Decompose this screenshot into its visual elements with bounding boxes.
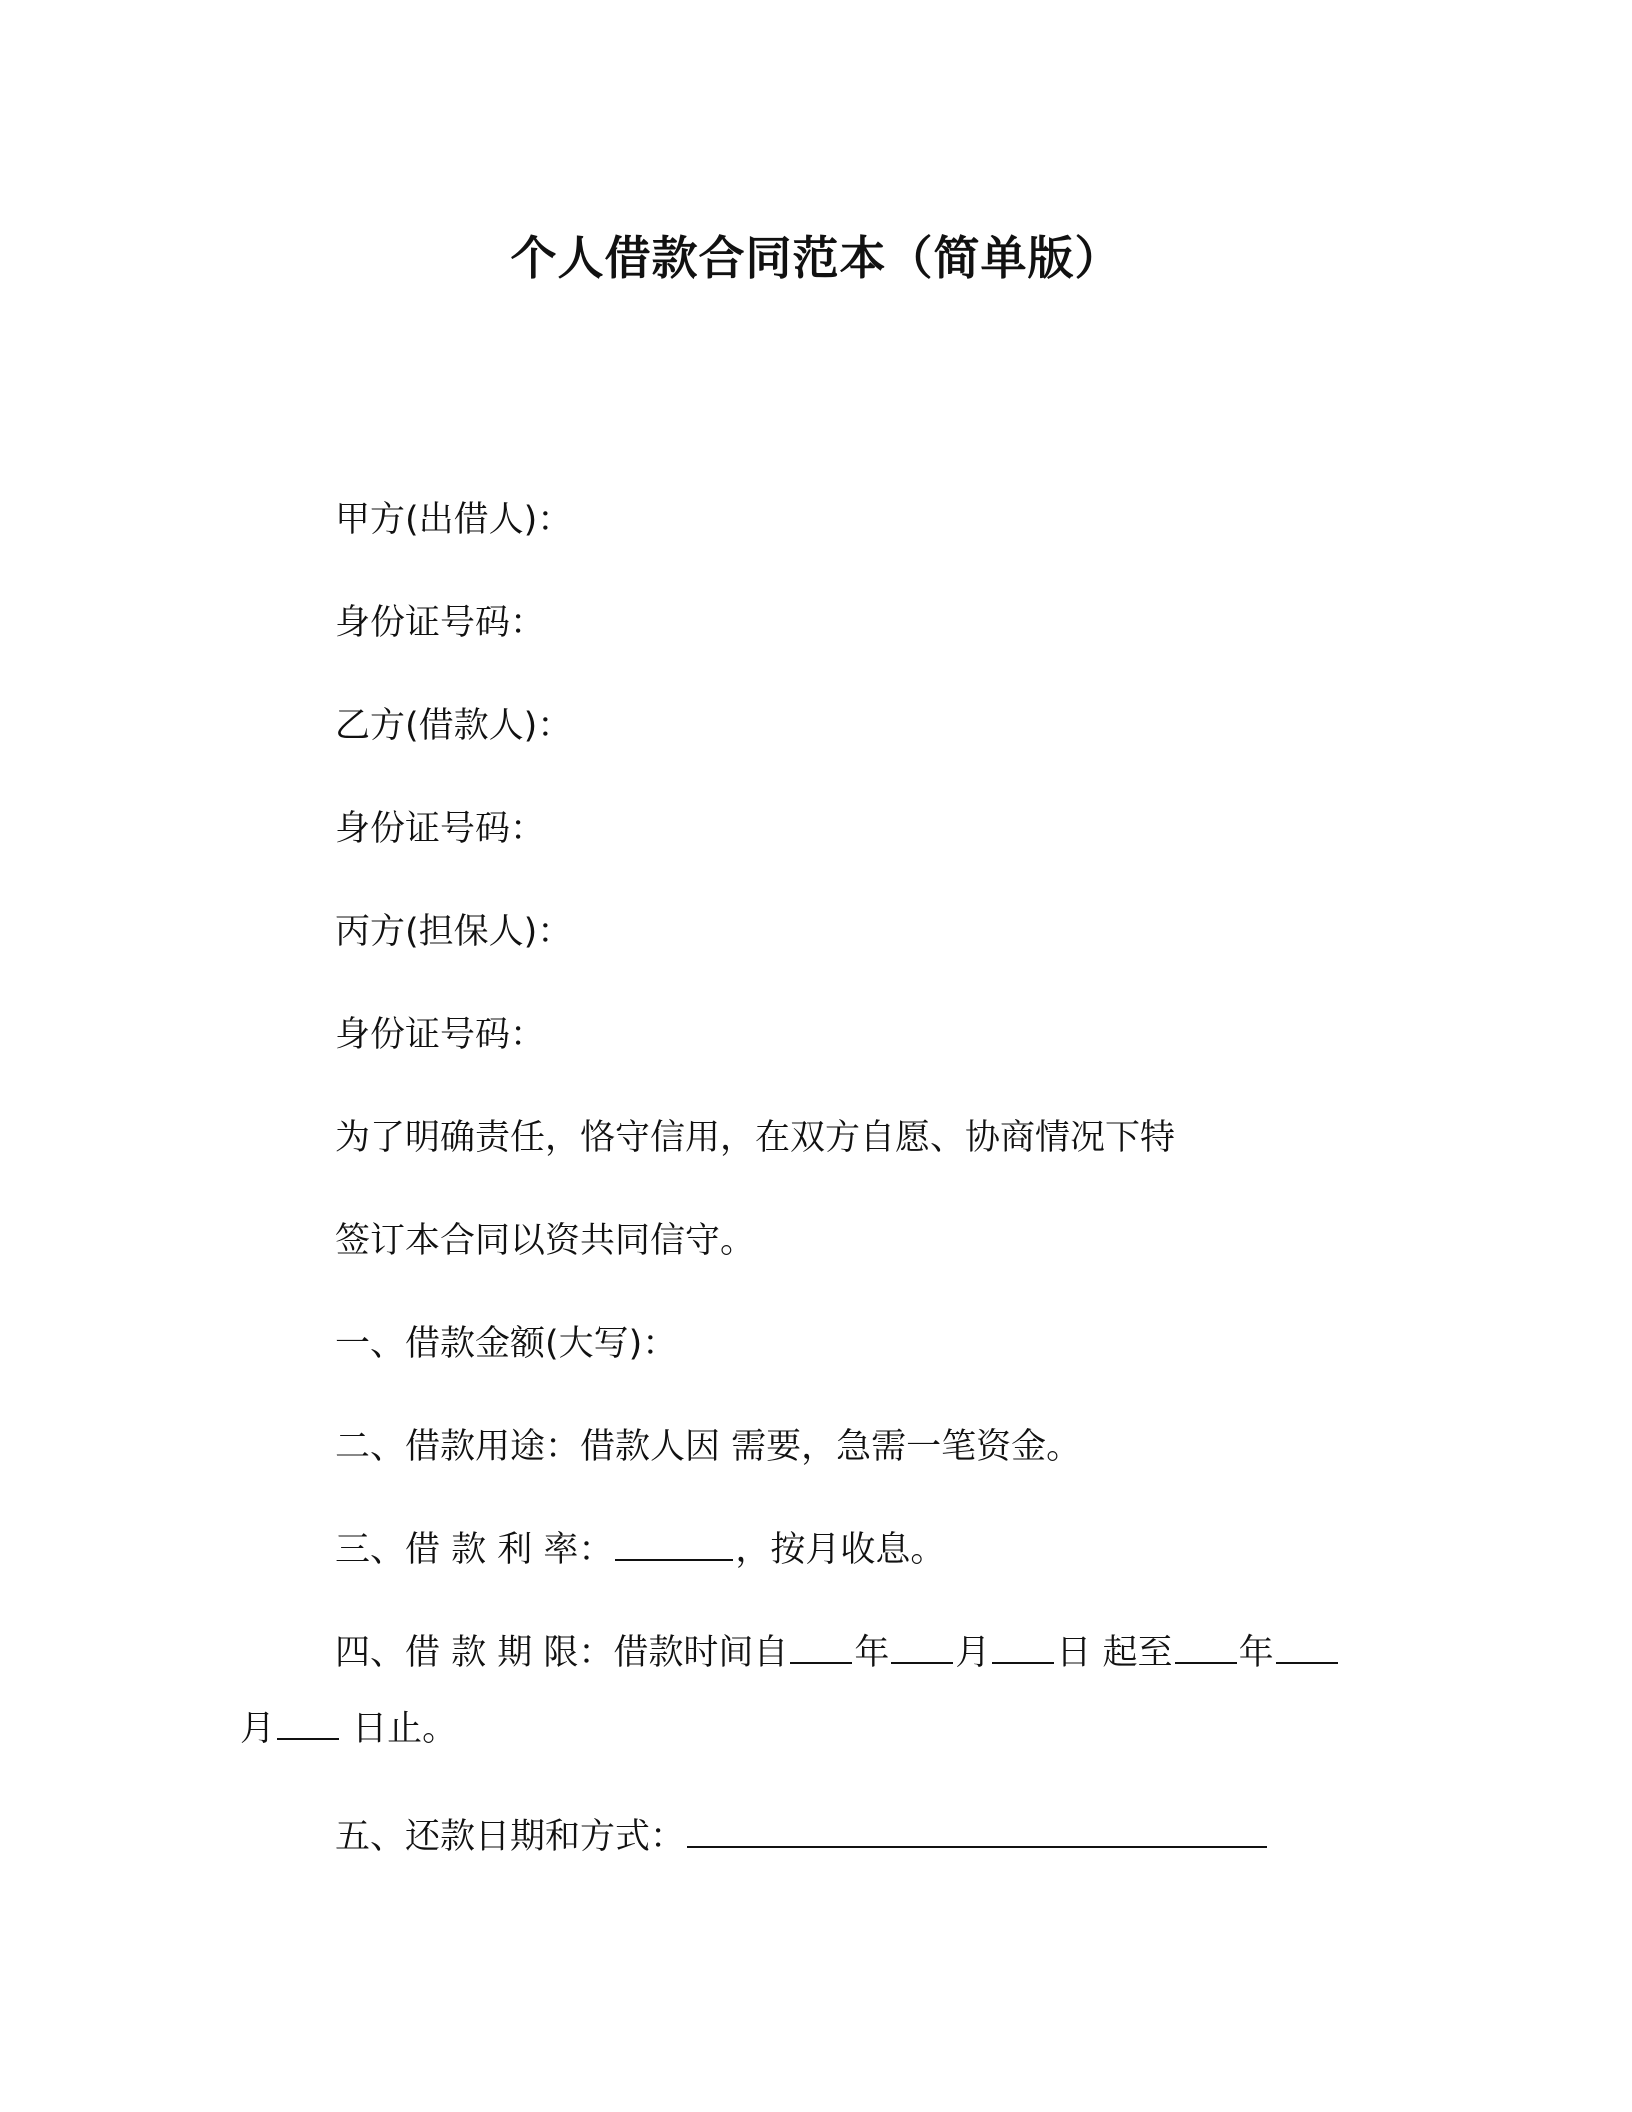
party-a-id-label: 身份证号码： <box>335 603 546 643</box>
clause-3-interest-rate <box>335 1528 945 1572</box>
end-day-blank <box>277 1708 339 1740</box>
document-title: 个人借款合同范本（简单版） <box>510 231 1122 285</box>
party-a-label: 甲方(出借人)： <box>335 500 573 540</box>
end-year-blank <box>1175 1632 1237 1664</box>
clause-4-loan-term <box>335 1631 1340 1675</box>
start-day-blank <box>992 1632 1054 1664</box>
clause-4-month-2: 月 <box>240 1709 276 1749</box>
repayment-method-blank <box>687 1816 1267 1848</box>
party-c-id-label: 身份证号码： <box>335 1015 546 1055</box>
party-c-label: 丙方(担保人)： <box>335 912 573 952</box>
party-b-label: 乙方(借款人)： <box>335 706 573 746</box>
intro-line-1: 为了明确责任，恪守信用，在双方自愿、协商情况下特 <box>335 1118 1176 1158</box>
clause-4-prefix: 四、借 款 期 限：借款时间自 <box>335 1633 789 1673</box>
clause-4-month-1: 月 <box>955 1633 991 1673</box>
clause-1-loan-amount: 一、借款金额(大写)： <box>335 1324 678 1364</box>
clause-4-year-2: 年 <box>1238 1633 1274 1673</box>
interest-rate-blank <box>615 1529 733 1561</box>
start-month-blank <box>891 1632 953 1664</box>
clause-4-loan-term-continued <box>240 1707 457 1751</box>
intro-line-2: 签订本合同以资共同信守。 <box>335 1221 756 1261</box>
end-month-blank-part <box>1276 1632 1338 1664</box>
clause-5-prefix: 五、还款日期和方式： <box>335 1817 686 1857</box>
clause-3-prefix: 三、借 款 利 率： <box>335 1530 614 1570</box>
start-year-blank <box>790 1632 852 1664</box>
clause-2-loan-purpose: 二、借款用途：借款人因 需要，急需一笔资金。 <box>335 1427 1082 1467</box>
clause-4-year-1: 年 <box>854 1633 890 1673</box>
clause-5-repayment <box>335 1815 1269 1859</box>
party-b-id-label: 身份证号码： <box>335 809 546 849</box>
clause-4-day-2: 日止。 <box>341 1709 458 1749</box>
clause-3-suffix: ，按月收息。 <box>735 1530 946 1570</box>
clause-4-day-1: 日 起至 <box>1056 1633 1173 1673</box>
